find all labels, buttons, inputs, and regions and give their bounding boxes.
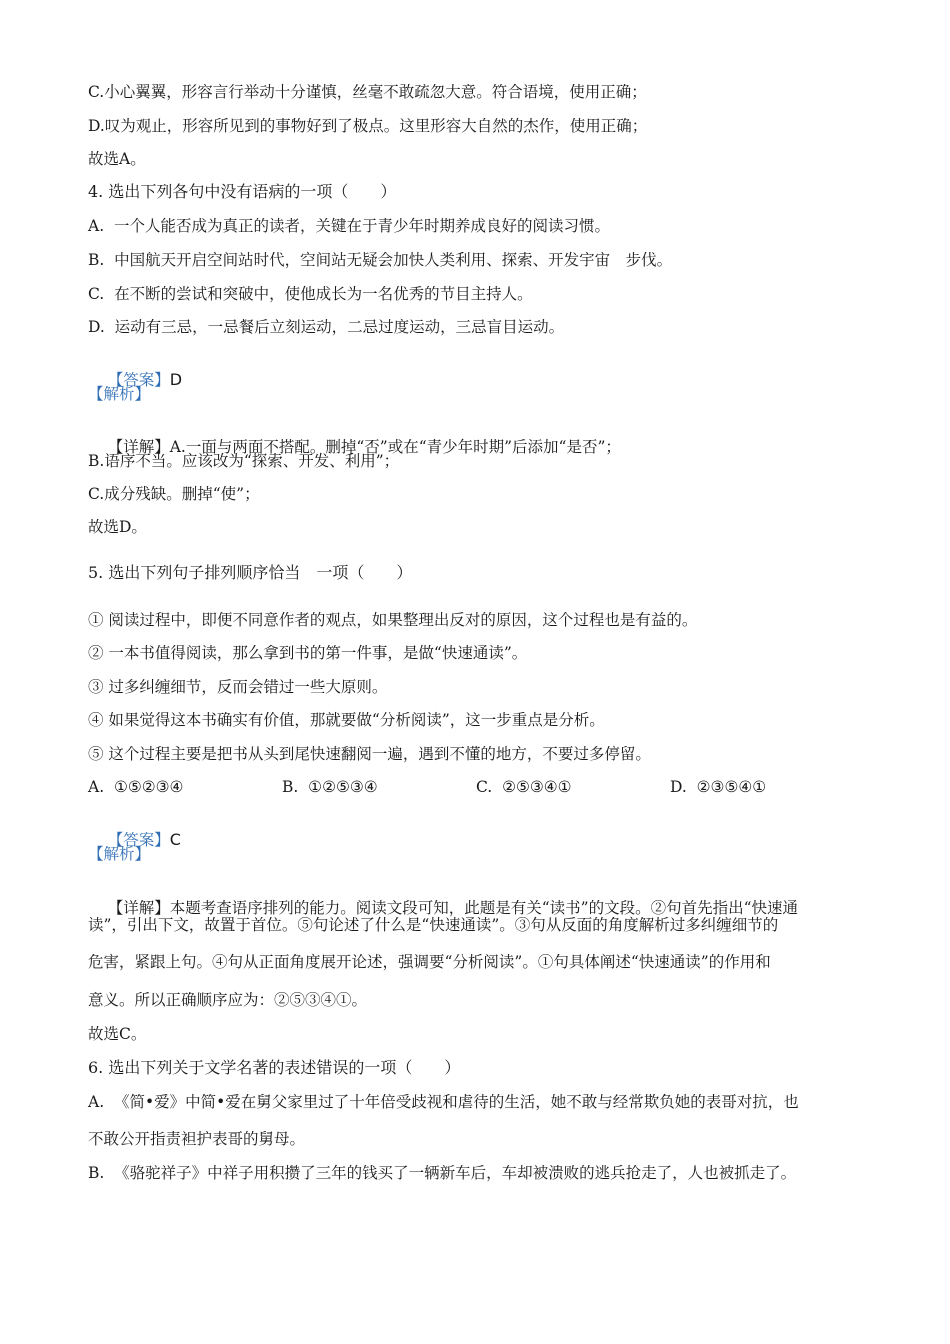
- detail-tag: 【详解】: [107, 899, 170, 917]
- question-4-detail-3: C.成分残缺。删掉“使”；: [88, 485, 260, 503]
- question-5-sentence-3: ③ 过多纠缠细节，反而会错过一些大原则。: [88, 678, 388, 696]
- question-4-option-b: B. 中国航天开启空间站时代，空间站无疑会加快人类利用、探索、开发宇宙 步伐。: [88, 251, 673, 269]
- detail-text: A.一面与两面不搭配。删掉“否”或在“青少年时期”后添加“是否”；: [169, 438, 621, 456]
- question-5-choice: 故选C。: [88, 1025, 147, 1043]
- question-4-choice: 故选D。: [88, 518, 147, 536]
- question-4-option-c: C. 在不断的尝试和突破中，使他成长为一名优秀的节目主持人。: [88, 285, 533, 303]
- question-6-option-a-line-2: 不敢公开指责袒护表哥的舅母。: [88, 1130, 306, 1148]
- answer-value: C: [169, 830, 181, 849]
- question-5-stem: 5. 选出下列句子排列顺序恰当 一项（ ）: [88, 563, 413, 582]
- question-4-option-d: D. 运动有三忌，一忌餐后立刻运动，二忌过度运动，三忌盲目运动。: [88, 318, 565, 336]
- question-5-option-d: D. ②③⑤④①: [670, 778, 767, 796]
- question-6-option-b: B. 《骆驼祥子》中祥子用积攒了三年的钱买了一辆新车后，车却被溃败的逃兵抢走了，人也被抓走了。: [88, 1164, 797, 1182]
- question-5-sentence-1: ① 阅读过程中，即便不同意作者的观点，如果整理出反对的原因，这个过程也是有益的。: [88, 611, 698, 629]
- question-5-sentence-4: ④ 如果觉得这本书确实有价值，那就要做“分析阅读”，这一步重点是分析。: [88, 711, 605, 729]
- question-4-option-a: A. 一个人能否成为真正的读者，关键在于青少年时期养成良好的阅读习惯。: [88, 217, 610, 235]
- prev-analysis-c: C.小心翼翼，形容言行举动十分谨慎，丝毫不敢疏忽大意。符合语境，使用正确；: [88, 83, 647, 101]
- question-5-detail-3: 危害，紧跟上句。④句从正面角度展开论述，强调要“分析阅读”。①句具体阐述“快速通读”的作用和: [88, 953, 771, 971]
- question-5-option-b: B. ①②⑤③④: [282, 778, 378, 796]
- question-6-stem: 6. 选出下列关于文学名著的表述错误的一项（ ）: [88, 1058, 461, 1077]
- question-5-option-a: A. ①⑤②③④: [88, 778, 184, 796]
- detail-text: 本题考查语序排列的能力。阅读文段可知，此题是有关“读书”的文段。②句首先指出“快速通: [169, 899, 799, 917]
- prev-choice: 故选A。: [88, 150, 146, 168]
- question-6-option-a-line-1: A. 《简•爱》中简•爱在舅父家里过了十年倍受歧视和虐待的生活，她不敢与经常欺负她的表哥对抗，也: [88, 1093, 799, 1111]
- answer-tag: 【答案】: [107, 371, 170, 389]
- question-5-sentence-2: ② 一本书值得阅读，那么拿到书的第一件事，是做“快速通读”。: [88, 644, 528, 662]
- question-5-detail-4: 意义。所以正确顺序应为：②⑤③④①。: [88, 991, 368, 1009]
- question-4-analysis-tag: 【解析】: [88, 385, 151, 403]
- answer-tag: 【答案】: [107, 831, 170, 849]
- question-5-sentence-5: ⑤ 这个过程主要是把书从头到尾快速翻阅一遍，遇到不懂的地方，不要过多停留。: [88, 745, 651, 763]
- answer-value: D: [169, 370, 183, 389]
- question-5-option-c: C. ②⑤③④①: [476, 778, 572, 796]
- question-5-analysis-tag: 【解析】: [88, 845, 151, 863]
- prev-analysis-d: D.叹为观止，形容所见到的事物好到了极点。这里形容大自然的杰作，使用正确；: [88, 117, 648, 135]
- question-4-detail-2: B.语序不当。应该改为“探索、开发、利用”；: [88, 452, 400, 470]
- question-4-stem: 4. 选出下列各句中没有语病的一项（ ）: [88, 182, 397, 201]
- detail-tag: 【详解】: [107, 438, 170, 456]
- question-5-detail-2: 读”，引出下文，故置于首位。⑤句论述了什么是“快速通读”。③句从反面的角度解析过多纠缠细节的: [88, 916, 779, 934]
